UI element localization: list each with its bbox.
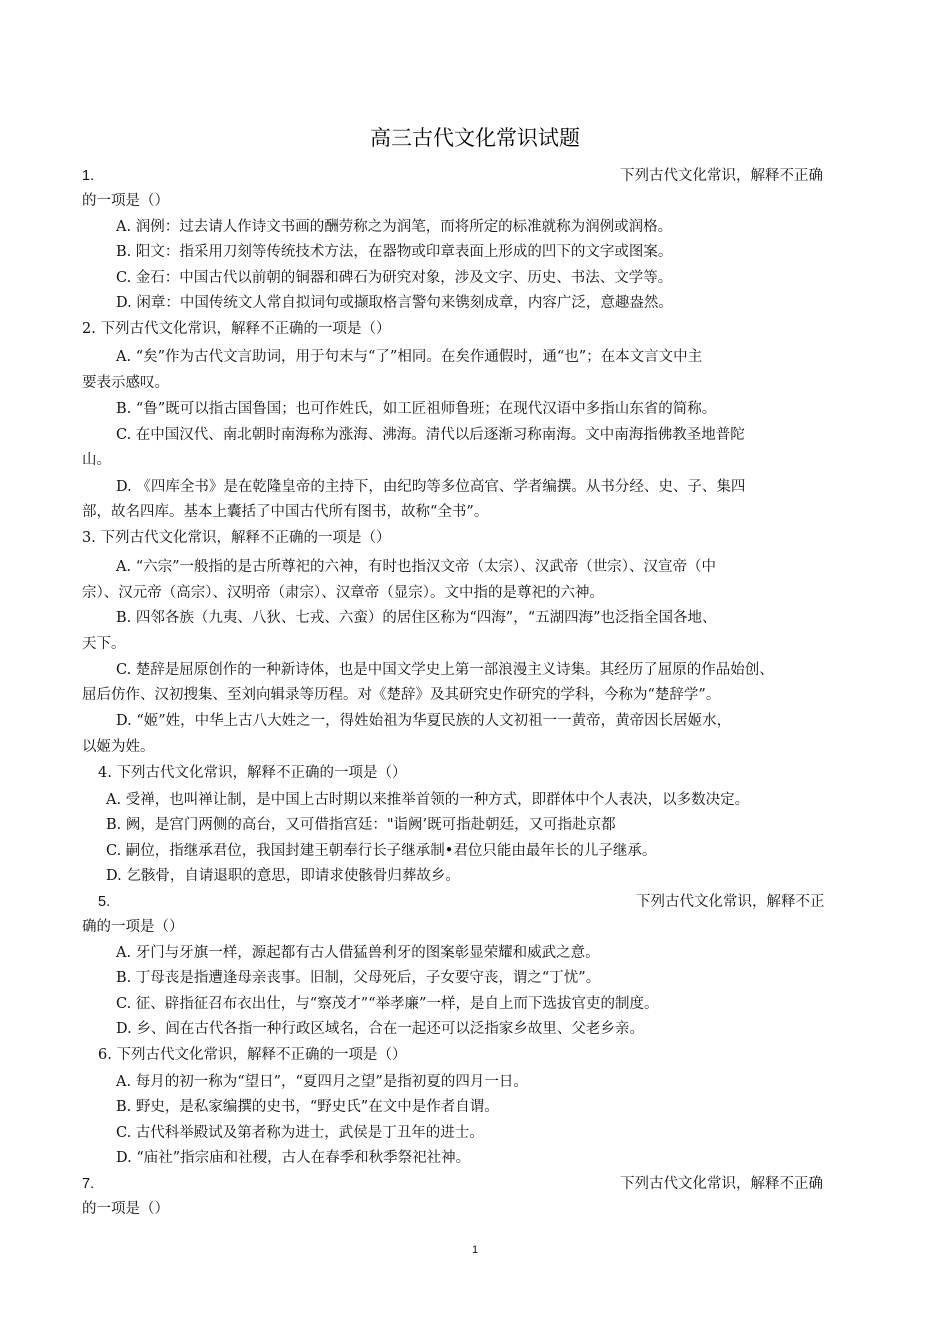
question-5-stem-cont: 确的一项是（）	[82, 919, 184, 935]
question-1-option-d: D. 闲章：中国传统文人常自拟词句或撷取格言警句来镌刻成章，内容广泛，意趣盎然。	[116, 295, 673, 311]
question-6-option-c: C. 古代科举殿试及第者称为进士，武侯是丁丑年的进士。	[116, 1125, 484, 1141]
question-7-number: 7.	[82, 1176, 95, 1192]
question-5-option-d: D. 乡、闾在古代各指一种行政区域名，合在一起还可以泛指家乡故里、父老乡亲。	[116, 1021, 644, 1037]
question-2-option-b: B. “鲁”既可以指古国鲁国；也可作姓氏，如工匠祖师鲁班；在现代汉语中多指山东省的简称。	[116, 401, 717, 417]
question-7-stem: 下列古代文化常识，解释不正确	[620, 1176, 823, 1192]
question-5-option-c: C. 征、辟指征召布衣出仕，与“察茂才”“举孝廉”一样，是自上而下选拔官吏的制度。	[116, 996, 659, 1012]
question-3-option-c-cont: 屈后仿作、汉初搜集、至刘向辑录等历程。对《楚辞》及其研究史作研究的学科，今称为“楚辞学”。	[82, 687, 721, 703]
question-1-stem-cont: 的一项是（）	[82, 193, 169, 209]
question-5-number: 5.	[98, 894, 111, 910]
question-6-stem: 6. 下列古代文化常识，解释不正确的一项是（）	[98, 1047, 407, 1063]
question-3-stem: 3. 下列古代文化常识，解释不正确的一项是（）	[82, 530, 391, 546]
question-2-option-d-cont: 部，故名四库。基本上囊括了中国古代所有图书，故称“全书”。	[82, 504, 489, 520]
question-7-stem-cont: 的一项是（）	[82, 1201, 169, 1217]
question-2-option-d: D. 《四库全书》是在乾隆皇帝的主持下，由纪昀等多位高官、学者编撰。从书分经、史、子、集四	[116, 479, 746, 495]
question-4-option-d: D. 乞骸骨，自请退职的意思，即请求使骸骨归葬故乡。	[106, 868, 460, 884]
question-3-option-d: D. “姬”姓，中华上古八大姓之一，得姓始祖为华夏民族的人文初祖一一黄帝，黄帝因长居姬水，	[116, 713, 732, 729]
question-3-option-b: B. 四邻各族（九夷、八狄、七戎、六蛮）的居住区称为“四海”，“五湖四海”也泛指全国各地、	[116, 610, 717, 626]
page-title: 高三古代文化常识试题	[370, 126, 580, 150]
question-2-option-a-cont: 要表示感叹。	[82, 375, 169, 391]
question-3-option-a-cont: 宗）、汉元帝（高宗）、汉明帝（肃宗）、汉章帝（显宗）。文中指的是尊祀的六神。	[82, 585, 604, 601]
question-5-stem: 下列古代文化常识，解释不正	[636, 894, 825, 910]
question-6-option-b: B. 野史，是私家编撰的史书，“野史氏”在文中是作者自谓。	[116, 1099, 499, 1115]
question-4-option-c: C. 嗣位，指继承君位，我国封建王朝奉行长子继承制•君位只能由最年长的儿子继承。	[106, 843, 657, 859]
question-5-option-b: B. 丁母丧是指遭逢母亲丧事。旧制，父母死后，子女要守丧，谓之“丁忧”。	[116, 970, 601, 986]
question-3-option-a: A. “六宗”一般指的是古所尊祀的六神，有时也指汉文帝（太宗）、汉武帝（世宗）、汉宣帝（中	[116, 559, 717, 575]
question-6-option-a: A. 每月的初一称为“望日”，“夏四月之望”是指初夏的四月一日。	[116, 1074, 528, 1090]
question-2-option-a: A. “矣”作为古代文言助词，用于句末与“了”相同。在矣作通假时，通“也”；在本文言文中主	[116, 349, 703, 365]
question-1-number: 1.	[82, 168, 95, 184]
question-3-option-c: C. 楚辞是屈原创作的一种新诗体，也是中国文学史上第一部浪漫主义诗集。其经历了屈原的作品始创、	[116, 662, 774, 678]
question-3-option-b-cont: 天下。	[82, 636, 126, 652]
question-6-option-d: D. “庙社”指宗庙和社稷，古人在春季和秋季祭祀社神。	[116, 1150, 471, 1166]
question-4-option-b: B. 阙，是宫门两侧的高台，又可借指宫廷："诣阙’既可指赴朝廷，又可指赴京都	[106, 817, 616, 833]
question-5-option-a: A. 牙门与牙旗一样，源起都有古人借猛兽利牙的图案彰显荣耀和威武之意。	[116, 945, 600, 961]
question-3-option-d-cont: 以姬为姓。	[82, 739, 155, 755]
question-4-option-a: A. 受禅，也叫禅让制，是中国上古时期以来推举首领的一种方式，即群体中个人表决，以多数决定。	[106, 792, 750, 808]
question-1-option-c: C. 金石：中国古代以前朝的铜器和碑石为研究对象，涉及文字、历史、书法、文学等。	[116, 270, 673, 286]
question-1-stem: 下列古代文化常识，解释不正确	[620, 168, 823, 184]
question-2-option-c: C. 在中国汉代、南北朝时南海称为涨海、沸海。清代以后逐渐习称南海。文中南海指佛教圣地普陀	[116, 427, 745, 443]
question-4-stem: 4. 下列古代文化常识，解释不正确的一项是（）	[98, 765, 407, 781]
question-2-stem: 2. 下列古代文化常识，解释不正确的一项是（）	[82, 321, 391, 337]
question-1-option-a: A. 润例：过去请人作诗文书画的酬劳称之为润笔，而将所定的标准就称为润例或润格。	[116, 219, 673, 235]
question-1-option-b: B. 阳文：指采用刀刻等传统技术方法，在器物或印章表面上形成的凹下的文字或图案。	[116, 244, 673, 260]
page-number: 1	[471, 1244, 479, 1256]
question-2-option-c-cont: 山。	[82, 452, 111, 468]
